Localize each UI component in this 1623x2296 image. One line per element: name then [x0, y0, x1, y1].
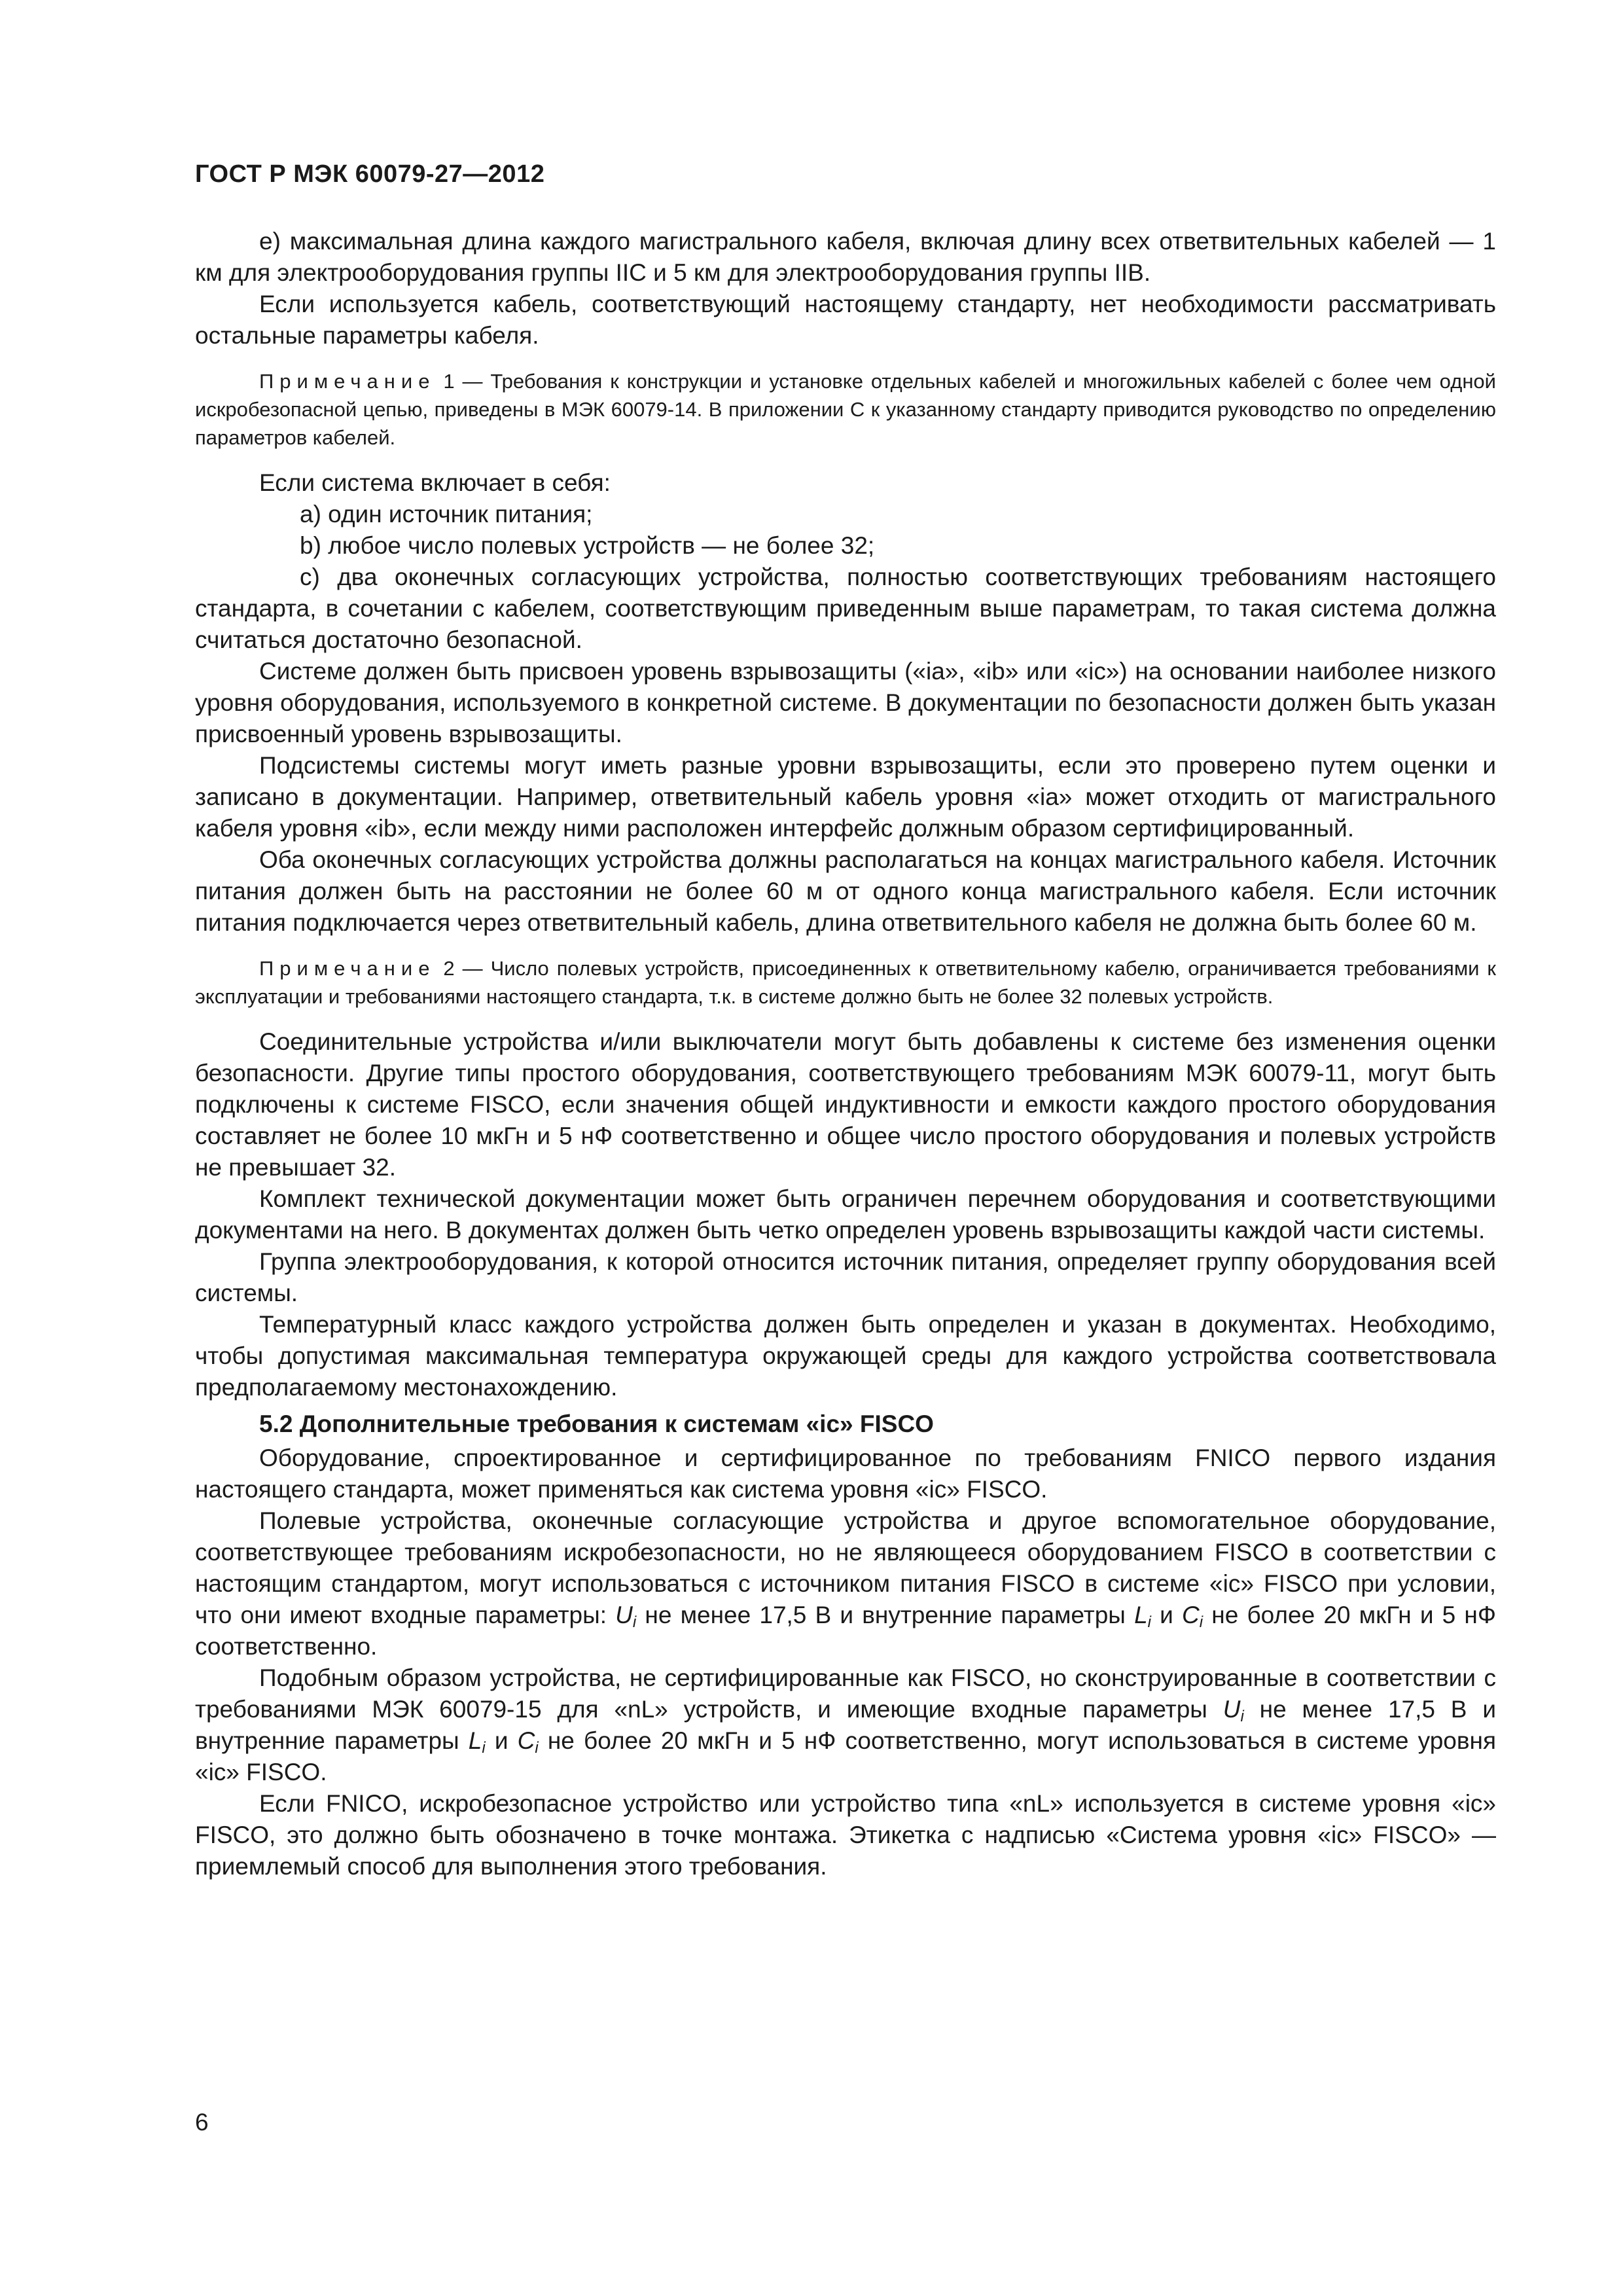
paragraph-system-includes: Если система включает в себя:: [259, 469, 611, 496]
list-item-c: с) два оконечных согласующих устройства, полностью соответствующих требованиям настоящего стандарта, в сочетании с кабелем, соответствующим приведенным выше параметрам, то такая система должна считаться достаточно безопасной.: [195, 564, 1496, 653]
paragraph-terminators: Оба оконечных согласующих устройства должны располагаться на концах магистрального кабеля. Источник питания должен быть на расстоянии не более 60 м от одного конца магистрального кабеля. Если источник питания подключается через ответвительный кабель, длина ответвительного кабеля не должна быть более 60 м.: [195, 846, 1496, 936]
note-1-text: 1 — Требования к конструкции и установке отдельных кабелей и многожильных кабелей с более чем одной искробезопасной цепью, приведены в МЭК 60079-14. В приложении С к указанному стандарту приводится руководство по определению параметров кабелей.: [195, 370, 1496, 449]
note-1-label: Примечание: [259, 370, 436, 393]
paragraph-connection-devices: Соединительные устройства и/или выключатели могут быть добавлены к системе без изменения оценки безопасности. Другие типы простого оборудования, соответствующего требованиям МЭК 60079-11, могут быть подключены к системе FISCO, если значения общей индуктивности и емкости каждого простого оборудования составляет не более 10 мкГн и 5 нФ соответственно и общее число простого оборудования и полевых устройств не превышает 32.: [195, 1028, 1496, 1181]
paragraph-labelling: Если FNICO, искробезопасное устройство или устройство типа «nL» используется в системе уровня «ic» FISCO, это должно быть обозначено в точке монтажа. Этикетка с надписью «Система уровня «ic» FISCO» — приемлемый способ для выполнения этого требования.: [195, 1790, 1496, 1880]
paragraph-protection-level: Системе должен быть присвоен уровень взрывозащиты («ia», «ib» или «ic») на основании наиболее низкого уровня оборудования, используемого в конкретной системе. В документации по безопасности должен быть указан присвоенный уровень взрывозащиты.: [195, 658, 1496, 747]
paragraph-nl-devices: Подобным образом устройства, не сертифицированные как FISCO, но сконструированные в соответствии с требованиями МЭК 60079-15 для «nL» устройств, и имеющие входные параметры $U_i$ не менее 17,5 В и внутренние параметры $L_i$ и $C_i$ не более 20 мкГн и 5 нФ соответственно, могут использоваться в системе уровня «ic» FISCO.: [195, 1664, 1497, 1785]
paragraph-cable-params: Если используется кабель, соответствующий настоящему стандарту, нет необходимости рассматривать остальные параметры кабеля.: [195, 291, 1496, 349]
list-item-b: b) любое число полевых устройств — не более 32;: [300, 532, 875, 559]
paragraph-fnico: Оборудование, спроектированное и сертифицированное по требованиям FNICO первого издания настоящего стандарта, может применяться как система уровня «ic» FISCO.: [195, 1444, 1496, 1503]
list-item-a: а) один источник питания;: [300, 501, 593, 528]
section-heading-5-2: 5.2 Дополнительные требования к системам «ic» FISCO: [259, 1410, 934, 1437]
note-2: [195, 954, 1496, 1011]
note-2-label: Примечание: [259, 957, 436, 980]
document-header: ГОСТ Р МЭК 60079-27—2012: [195, 160, 545, 188]
paragraph-documentation: Комплект технической документации может быть ограничен перечнем оборудования и соответствующими документами на него. В документах должен быть четко определен уровень взрывозащиты каждой части системы.: [195, 1185, 1496, 1244]
paragraph-field-devices: Полевые устройства, оконечные согласующие устройства и другое вспомогательное оборудование, соответствующее требованиям искробезопасности, но не являющееся оборудованием FISCO в соответствии с настоящим стандартом, могут использоваться с источником питания FISCO в системе «ic» FISCO при условии, что они имеют входные параметры: $U_i$ не менее 17,5 В и внутренние параметры $L_i$ и $C_i$ не более 20 мкГн и 5 нФ соответственно.: [195, 1507, 1496, 1660]
paragraph-subsystems: Подсистемы системы могут иметь разные уровни взрывозащиты, если это проверено путем оценки и записано в документации. Например, ответвительный кабель уровня «ia» может отходить от магистрального кабеля уровня «ib», если между ними расположен интерфейс должным образом сертифицированный.: [195, 752, 1496, 842]
note-2-text: 2 — Число полевых устройств, присоединенных к ответвительному кабелю, ограничивается требованиями к эксплуатации и требованиями настоящего стандарта, т.к. в системе должно быть не более 32 полевых устройств.: [195, 957, 1496, 1008]
paragraph-equipment-group: Группа электрооборудования, к которой относится источник питания, определяет группу оборудования всей системы.: [195, 1248, 1496, 1306]
paragraph-temperature-class: Температурный класс каждого устройства должен быть определен и указан в документах. Необходимо, чтобы допустимая максимальная температура окружающей среды для каждого устройства соответствовала предполагаемому местонахождению.: [195, 1311, 1496, 1401]
page-number: 6: [195, 2109, 209, 2136]
note-1: [195, 367, 1496, 452]
paragraph-item-e: е) максимальная длина каждого магистрального кабеля, включая длину всех ответвительных кабелей — 1 км для электрооборудования группы IIC и 5 км для электрооборудования группы IIB.: [195, 228, 1496, 286]
document-body: [195, 226, 1496, 1882]
